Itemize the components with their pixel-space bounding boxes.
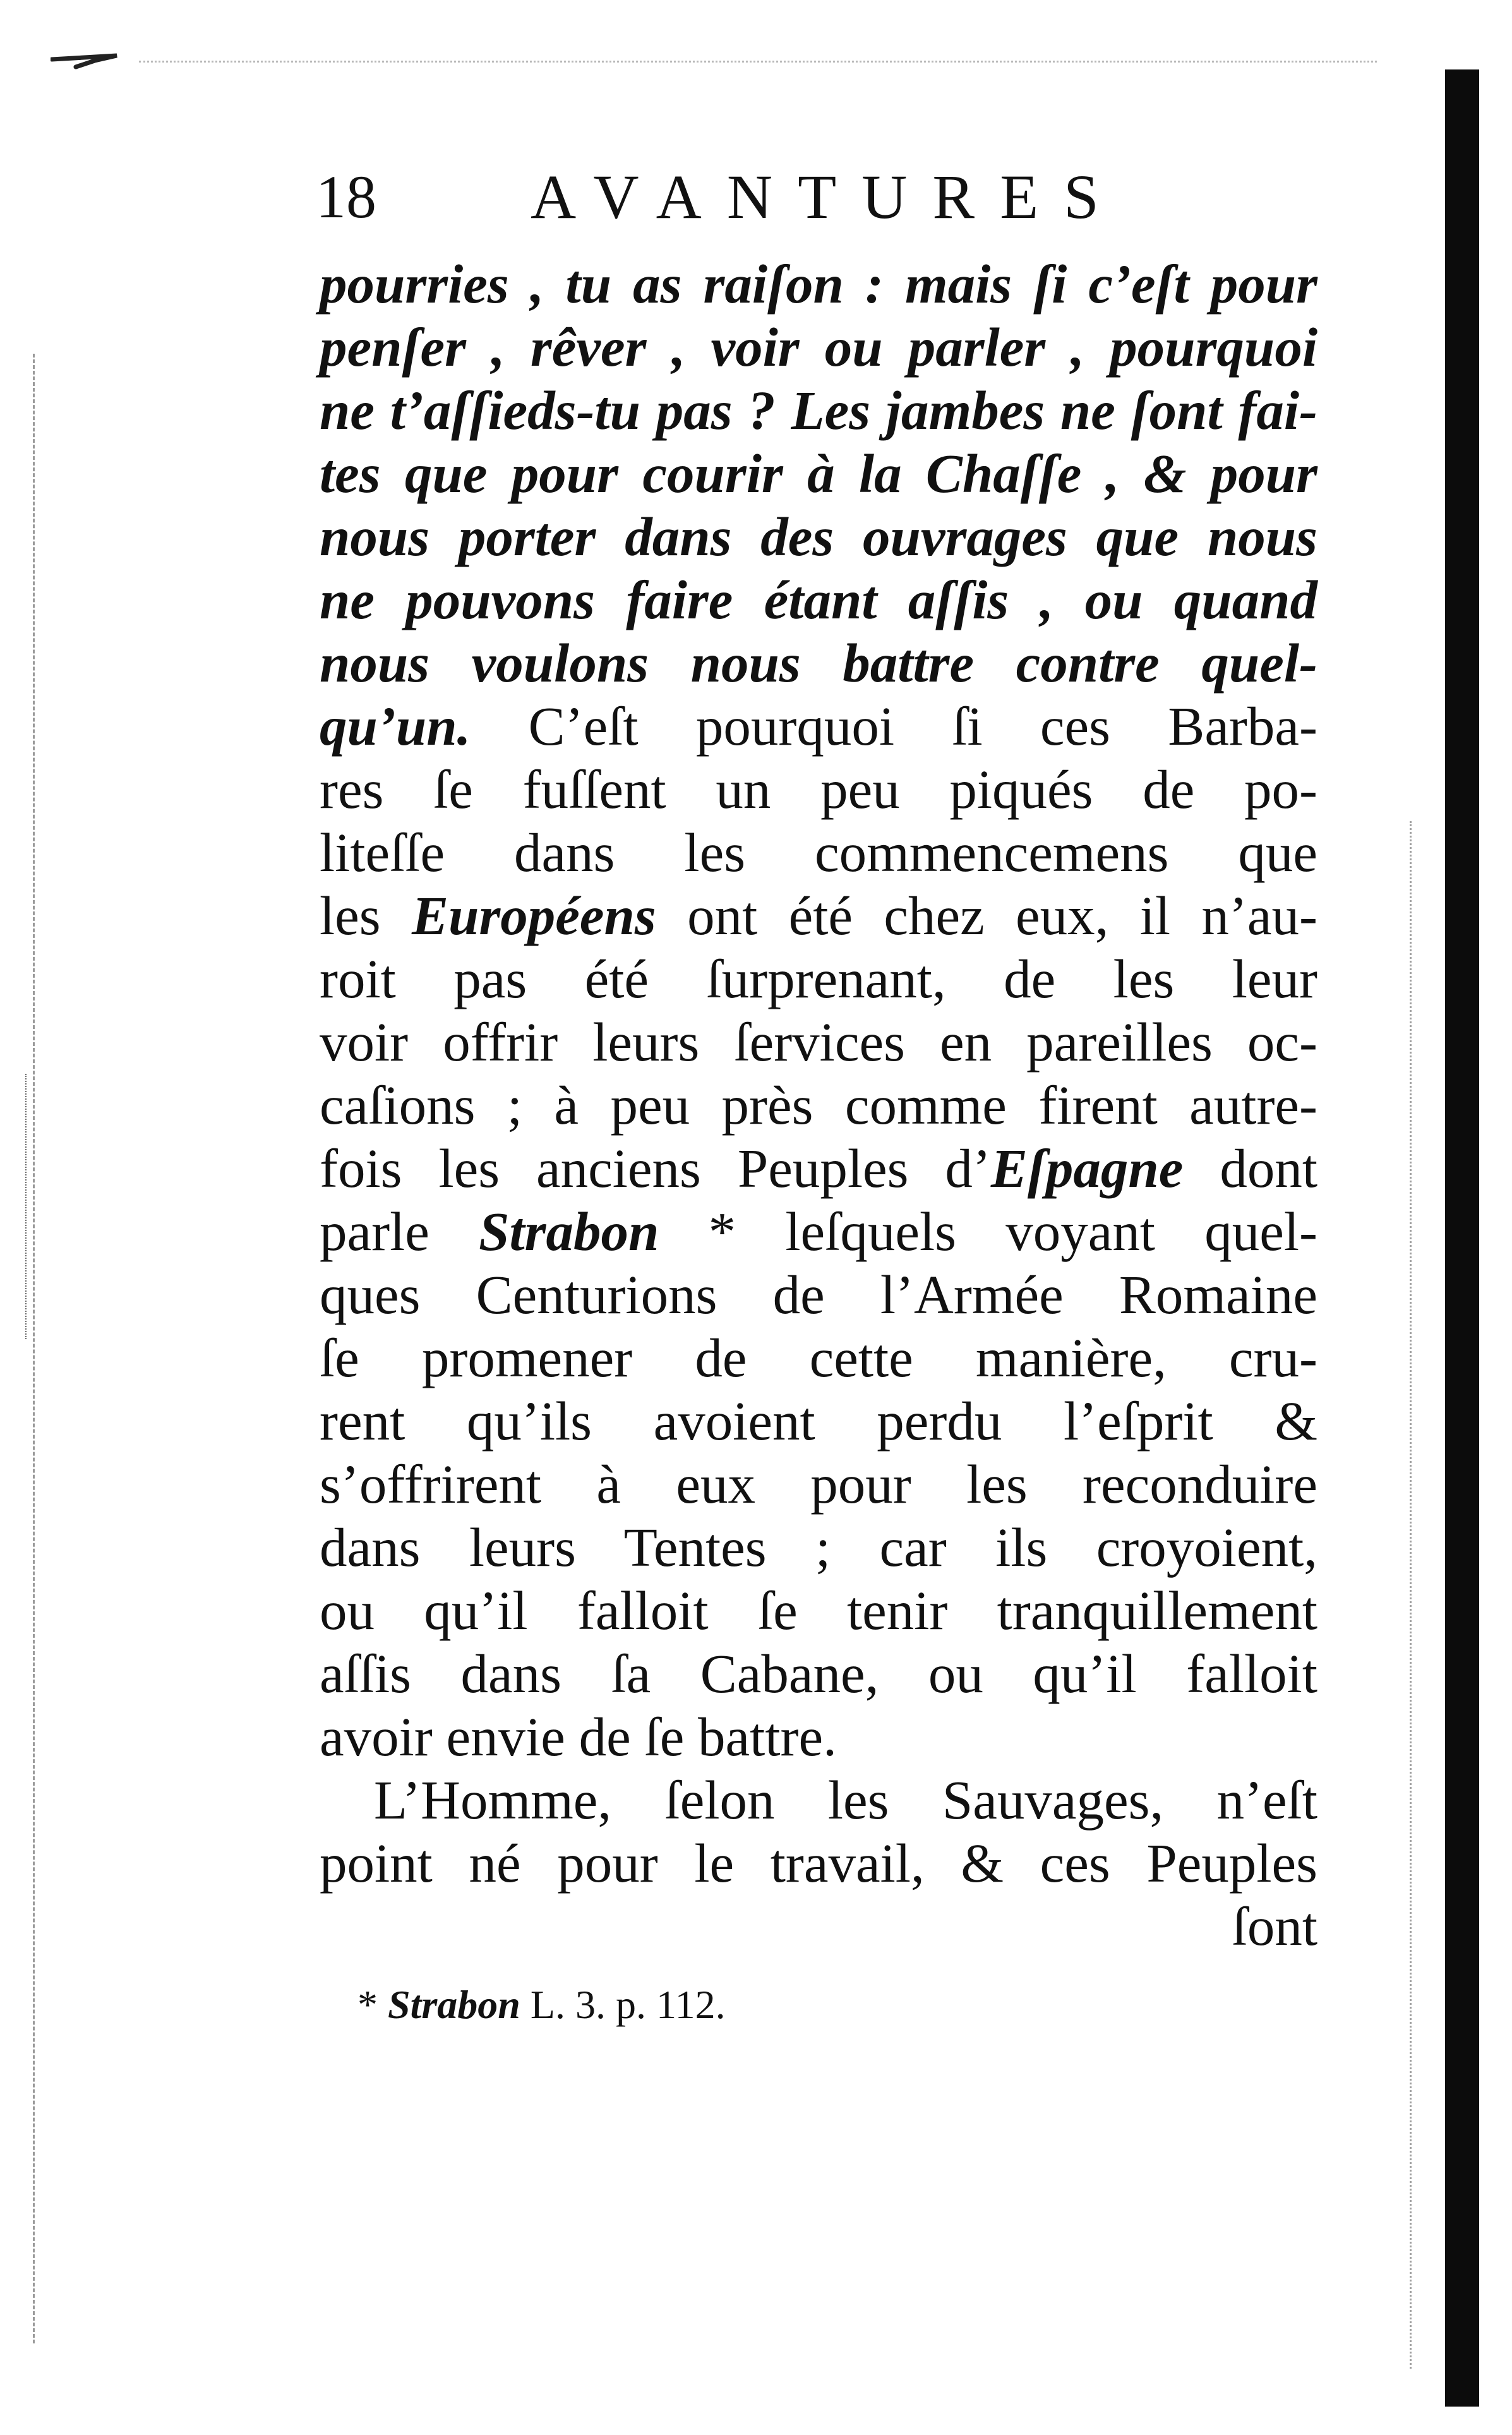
footnote [357,1980,726,2030]
text-line [320,1769,1317,1832]
roman-segment: avoir envie de ſe battre. [320,1706,837,1767]
roman-segment: caſions ; à peu près comme firent autre- [320,1074,1317,1136]
footnote-author: Strabon [388,1982,520,2027]
roman-segment: res ſe fuſſent un peu piqués de po- [320,759,1317,820]
italic-segment: ne t’aſſieds-tu pas ? Les jambes ne ſont fai- [320,380,1317,441]
text-line [320,632,1317,695]
text-line [320,1642,1317,1705]
roman-segment: point né pour le travail, & ces Peuples [320,1832,1317,1894]
text-line [320,442,1317,505]
text-line [320,1832,1317,1895]
running-title: AVANTURES [531,162,1124,232]
text-line [320,1074,1317,1137]
italic-segment: nous voulons nous battre contre quel- [320,632,1317,694]
ink-mark-icon [51,52,126,71]
italic-segment: penſer , rêver , voir ou parler , pourquoi [320,316,1317,378]
text-line [320,316,1317,379]
text-line [320,695,1317,758]
footnote-marker: * [357,1982,378,2027]
text-line [320,253,1317,316]
roman-segment: dans leurs Tentes ; car ils croyoient, [320,1517,1317,1578]
text-line [320,1011,1317,1074]
text-line [320,1579,1317,1642]
roman-segment: liteſſe dans les commencemens que [320,822,1317,883]
text-line [320,505,1317,568]
italic-segment: pourries , tu as raiſon : mais ſi c’eſt pour [320,253,1317,315]
body-text [320,253,1317,1958]
roman-segment: fois les anciens Peuples d’ [320,1138,991,1199]
scan-edge-left-inner [25,1074,28,1339]
italic-segment: ne pouvons faire étant aſſis , ou quand [320,569,1317,630]
text-line [320,1326,1317,1390]
italic-segment: qu’un. [320,695,529,757]
roman-segment: dont [1183,1138,1317,1199]
running-head [316,159,1200,235]
roman-segment: s’offrirent à eux pour les reconduire [320,1453,1317,1515]
roman-segment: ques Centurions de l’Armée Romaine [320,1264,1317,1325]
roman-segment: ont été chez eux, il n’au- [656,885,1317,946]
text-line [320,568,1317,632]
text-line [320,1390,1317,1453]
text-line [320,884,1317,947]
roman-segment: roit pas été ſurprenant, de les leur [320,948,1317,1009]
roman-segment: C’eſt pourquoi ſi ces Barba- [528,695,1317,757]
roman-segment: ſe promener de cette manière, cru- [320,1327,1317,1388]
scan-noise-top [139,61,1377,64]
text-line [320,1200,1317,1263]
roman-segment: voir offrir leurs ſervices en pareilles oc- [320,1011,1317,1073]
scan-edge-right [1445,69,1479,2407]
roman-segment: L’Homme, ſelon les Sauvages, n’eſt [374,1769,1317,1831]
text-line [320,1705,1317,1769]
text-line [320,379,1317,442]
text-line [320,1895,1317,1958]
italic-segment: nous porter dans des ouvrages que nous [320,506,1317,567]
roman-segment: aſſis dans ſa Cabane, ou qu’il falloit [320,1643,1317,1704]
page-number: 18 [316,163,376,231]
italic-segment: tes que pour courir à la Chaſſe , & pour [320,443,1317,504]
italic-segment: Eſpagne [990,1138,1184,1199]
roman-segment: parle [320,1201,479,1262]
roman-segment: ſont [1232,1896,1317,1957]
text-line [320,1137,1317,1200]
roman-segment: les [320,885,412,946]
scan-edge-left [33,354,37,2343]
roman-segment: * leſquels voyant quel- [659,1201,1317,1262]
text-line [320,758,1317,821]
text-line [320,1516,1317,1579]
scan-noise-right [1410,821,1414,2369]
italic-segment: Strabon [479,1201,659,1262]
text-line [320,947,1317,1011]
italic-segment: Européens [412,885,656,946]
footnote-reference: L. 3. p. 112. [530,1982,726,2027]
text-line [320,1453,1317,1516]
text-line [320,1263,1317,1326]
roman-segment: ou qu’il falloit ſe tenir tranquillement [320,1580,1317,1641]
roman-segment: rent qu’ils avoient perdu l’eſprit & [320,1390,1317,1452]
text-line [320,821,1317,884]
